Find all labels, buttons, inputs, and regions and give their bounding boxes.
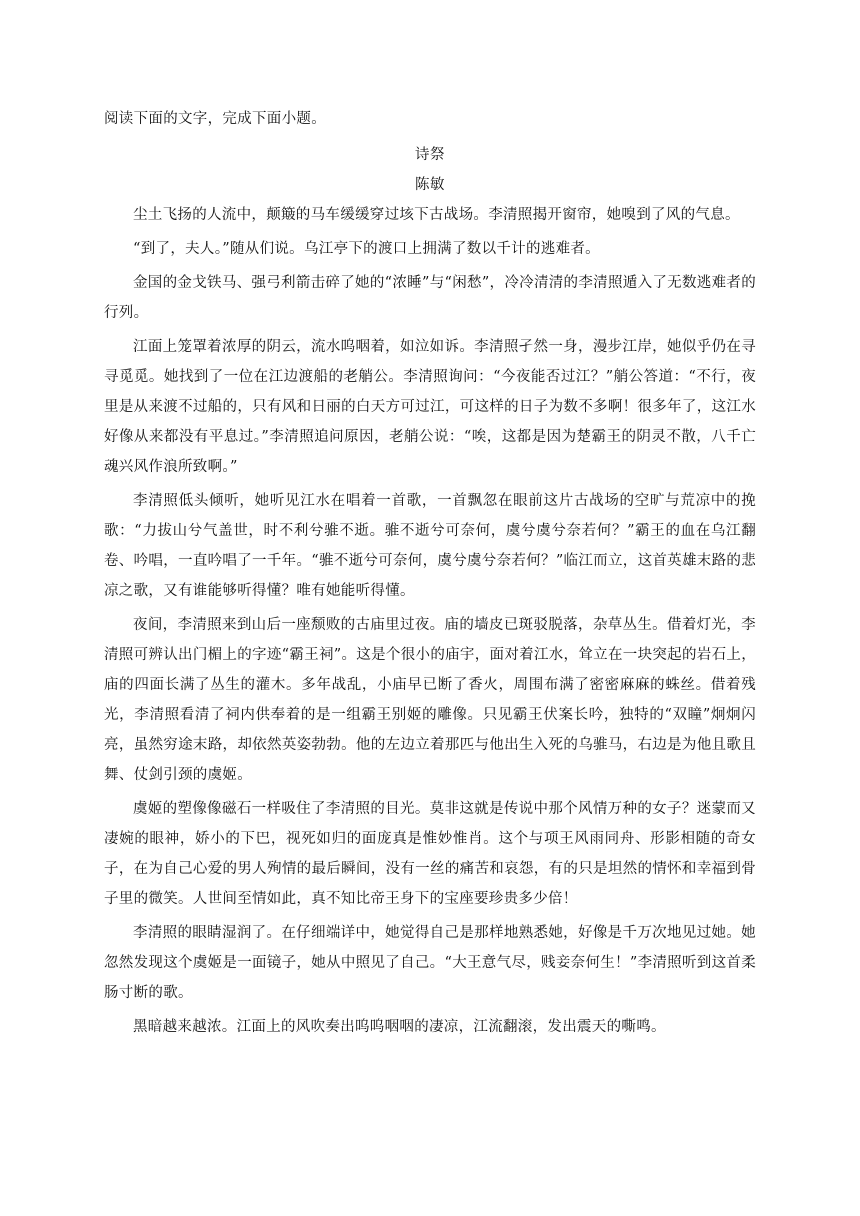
article-author: 陈敏 <box>415 177 445 193</box>
paragraph-1: 尘土飞扬的人流中，颠簸的马车缓缓穿过垓下古战场。李清照揭开窗帘，她嗅到了风的气息。 <box>133 207 740 223</box>
paragraph-4: 江面上笼罩着浓厚的阴云，流水呜咽着，如泣如诉。李清照孑然一身，漫步江岸，她似乎仍在寻寻觅觅。她找到了一位在江边渡船的老艄公。李清照询问：“今夜能否过江？”艄公答道：“不行，夜里是从来渡不过船的，只有风和日丽的白天方可过江，可这样的日子为数不多啊！很多年了，这江水好像从来都没有平息过。”李清照追问原因，老艄公说：“唉，这都是因为楚霸王的阴灵不散，八千亡魂兴风作浪所致啊。” <box>104 339 756 475</box>
paragraph-2: “到了，夫人。”随从们说。乌江亭下的渡口上拥满了数以千计的逃难者。 <box>133 241 600 257</box>
paragraph-6: 夜间，李清照来到山后一座颓败的古庙里过夜。庙的墙皮已斑驳脱落，杂草丛生。借着灯光，李清照可辨认出门楣上的字迹“霸王祠”。这是个很小的庙宇，面对着江水，耸立在一块突起的岩石上，庙的四面长满了丛生的灌木。多年战乱，小庙早已断了香火，周围布满了密密麻麻的蛛丝。借着残光，李清照看清了祠内供奉着的是一组霸王别姬的雕像。只见霸王伏案长吟，独特的“双瞳”炯炯闪亮，虽然穷途末路，却依然英姿勃勃。他的左边立着那匹与他出生入死的乌骓马，右边是为他且歌且舞、仗剑引颈的虞姬。 <box>104 617 756 783</box>
paragraph-9: 黑暗越来越浓。江面上的风吹奏出呜呜咽咽的凄凉，江流翻滚，发出震天的嘶鸣。 <box>133 1019 666 1035</box>
paragraph-5: 李清照低头倾听，她听见江水在唱着一首歌，一首飘忽在眼前这片古战场的空旷与荒凉中的挽歌：“力拔山兮气盖世，时不利兮骓不逝。骓不逝兮可奈何，虞兮虞兮奈若何？”霸王的血在乌江翻卷、吟唱，一直吟唱了一千年。“骓不逝兮可奈何，虞兮虞兮奈若何？”临江而立，这首英雄末路的悲凉之歌，又有谁能够听得懂？唯有她能听得懂。 <box>104 493 756 599</box>
article-title: 诗祭 <box>415 147 445 163</box>
paragraph-8: 李清照的眼睛湿润了。在仔细端详中，她觉得自己是那样地熟悉她，好像是千万次地见过她。她忽然发现这个虞姬是一面镜子，她从中照见了自己。“大王意气尽，贱妾奈何生！”李清照听到这首柔肠寸断的歌。 <box>104 925 756 1001</box>
paragraph-3: 金国的金戈铁马、强弓利箭击碎了她的“浓睡”与“闲愁”，冷冷清清的李清照遁入了无数逃难者的行列。 <box>104 275 756 321</box>
document-page <box>104 104 756 1046</box>
paragraph-7: 虞姬的塑像像磁石一样吸住了李清照的目光。莫非这就是传说中那个风情万种的女子？迷蒙而又凄婉的眼神，娇小的下巴，视死如归的面庞真是惟妙惟肖。这个与项王风雨同舟、形影相随的奇女子，在为自己心爱的男人殉情的最后瞬间，没有一丝的痛苦和哀怨，有的只是坦然的情怀和幸福到骨子里的微笑。人世间至情如此，真不知比帝王身下的宝座要珍贵多少倍！ <box>104 801 756 907</box>
instruction-text: 阅读下面的文字，完成下面小题。 <box>104 111 326 127</box>
